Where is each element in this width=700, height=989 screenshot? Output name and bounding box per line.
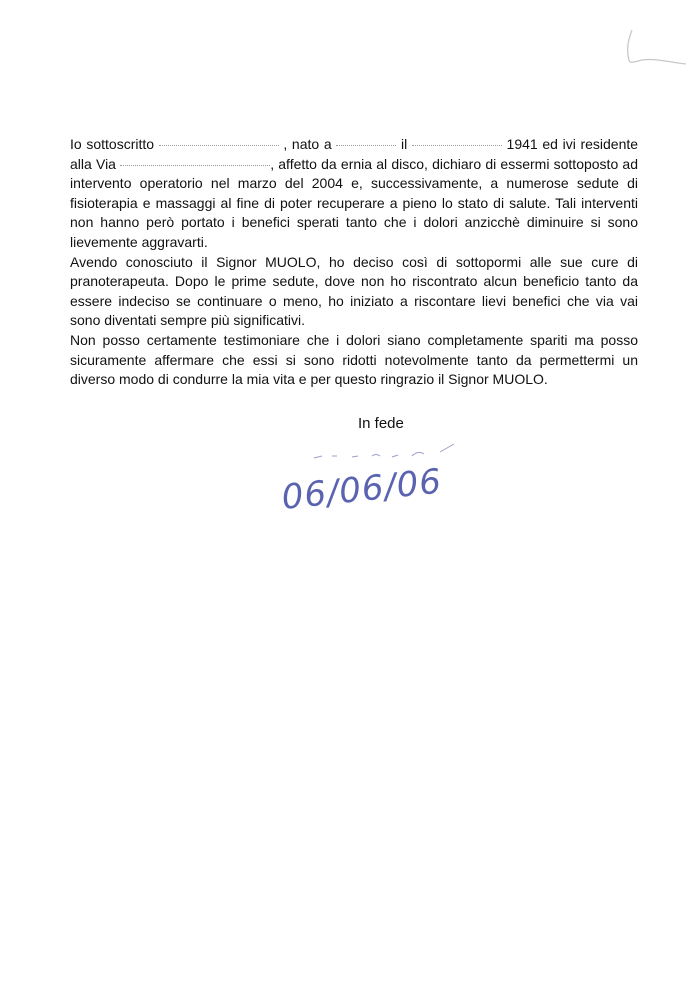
text-born-at: , nato a <box>283 136 332 152</box>
text-on: il <box>400 136 408 152</box>
text-intro: Io sottoscritto <box>70 136 155 152</box>
redacted-name <box>159 139 279 151</box>
letter-body <box>70 135 638 390</box>
paragraph-3: Non posso certamente testimoniare che i dolori siano completamente spariti ma posso sicuramente affermare che essi si sono ridotti notevolmente tanto da permettermi un diverso modo di condurre la mia vita e per questo ringrazio il Signor MUOLO. <box>70 331 638 388</box>
handwritten-date: 06/06/06 <box>279 461 444 518</box>
corner-pen-mark <box>620 28 690 78</box>
redacted-birthplace <box>336 139 396 151</box>
redacted-street <box>120 159 270 171</box>
paragraph-1 <box>70 135 638 253</box>
redacted-birthdate <box>412 139 502 151</box>
paragraph-2: Avendo conosciuto il Signor MUOLO, ho deciso così di sottopormi alle sue cure di pranoterapeuta. Dopo le prime sedute, dove non ho riscontrato alcun beneficio tanto da essere indeciso se continuare o meno, ho iniziato a riscontare lievi benefici che via vai sono diventati sempre più significativi. <box>70 253 638 329</box>
text-residence: 1941 ed ivi residente alla Via <box>70 136 639 172</box>
text-condition: , affetto da ernia al disco, dichiaro di essermi sottoposto ad intervento operatorio nel marzo del 2004 e, successivamente, a numerose sedute di fisioterapia e massaggi al fine di poter recuperare a pieno lo stato di salute. Tali interventi non hanno però portato i benefici sperati tanto che i dolori anzicchè diminuire si sono lievemente aggravarti. <box>70 155 638 250</box>
closing-text: In fede <box>358 415 404 432</box>
